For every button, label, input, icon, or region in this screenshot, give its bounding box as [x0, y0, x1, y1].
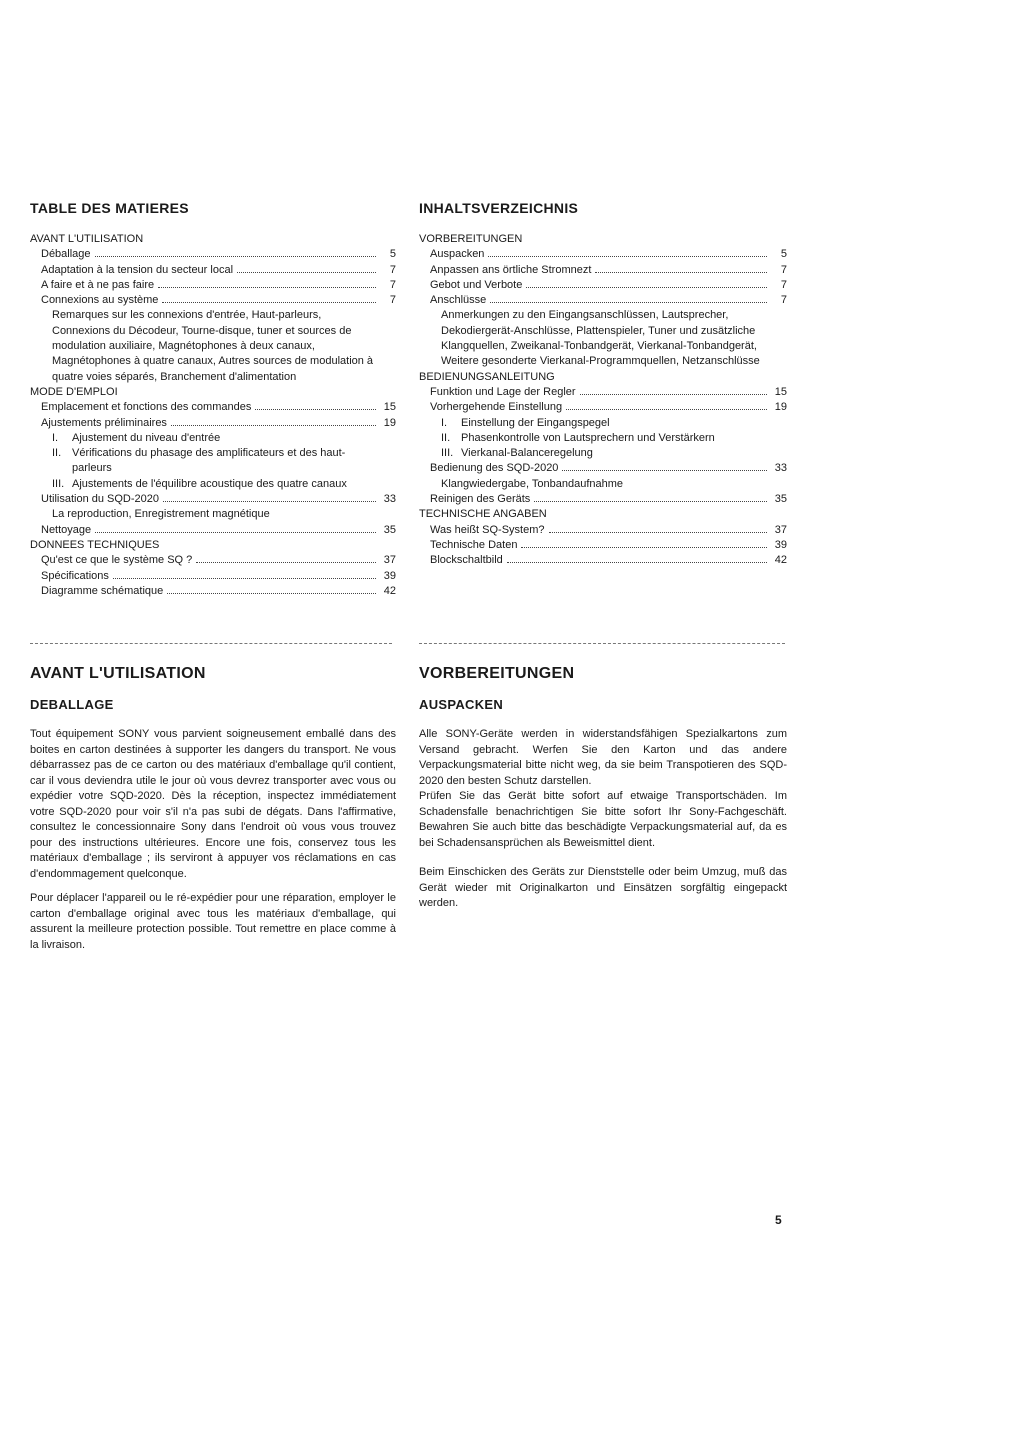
toc-section: DONNEES TECHNIQUES: [30, 538, 160, 551]
item-text: Vérifications du phasage des amplificateurs et des haut-parleurs: [72, 447, 346, 475]
section-heading: AVANT L'UTILISATION: [30, 665, 206, 682]
toc-entry: [30, 553, 396, 568]
toc-entry-label: Adaptation à la tension du secteur local: [41, 263, 234, 276]
toc-entry: [30, 416, 396, 431]
toc-leader: [566, 409, 767, 410]
toc-entry: [419, 400, 787, 415]
paragraph: Tout équipement SONY vous parvient soigneusement emballé dans des boites en carton destinées à supporter les dangers du transport. Ne vous débarrassez pas de ce carton ou des matériaux d'emballage qu'il contient, car il vous deviendra utile le jour où vous devrez transporter avec vous ou expédier votre SQD-2020. Dès la réception, inspectez immédiatement votre SQD-2020 pour voir s'il n'a pas subi de dégats. Dans l'affirmative, consultez le concessionnaire Sony dans l'endroit où vous vous trouvez pour des instructions ultérieures. Encore une fois, conservez tous les matériaux d'emballage ; ils serviront à appuyer vos réclamations en cas d'endommagement quelconque.: [30, 728, 396, 880]
item-number: I.: [52, 431, 59, 444]
toc-leader: [196, 562, 376, 563]
toc-entry-page: 7: [389, 294, 396, 307]
paragraph: Alle SONY-Geräte werden in widerstandsfähigen Spezialkartons zum Versand gebracht. Werfen Sie den Karton und das andere Verpackungsmaterial bitte nicht weg, da sie beim Transpotieren des SQD-2020 den besten Schutz darstellen.: [419, 728, 787, 787]
toc-leader: [549, 532, 767, 533]
toc-entry-label: Blockschaltbild: [430, 554, 503, 567]
toc-entry: [30, 584, 396, 599]
toc-entry-label: Qu'est ce que le système SQ ?: [41, 554, 193, 567]
toc-entry-page: 35: [383, 523, 396, 536]
toc-entry-label: Was heißt SQ-System?: [430, 523, 545, 536]
toc-entry-label: Emplacement et fonctions des commandes: [41, 401, 252, 414]
toc-entry: [30, 293, 396, 308]
paragraph: Pour déplacer l'appareil ou le ré-expédier pour une réparation, employer le carton d'emballage original avec tous les matériaux d'emballage, qui assurent la meilleure protection possible. Tout remettre en place comme à la livraison.: [30, 892, 396, 951]
toc-entry: [419, 523, 787, 538]
toc-entry: [30, 492, 396, 507]
toc-german: [419, 200, 787, 569]
item-number: II.: [441, 431, 451, 444]
toc-entry-label: Gebot und Verbote: [430, 278, 523, 291]
toc-leader: [595, 272, 767, 273]
toc-entry-label: Ajustements préliminaires: [41, 416, 167, 429]
toc-entry: [419, 492, 787, 507]
toc-leader: [158, 287, 376, 288]
toc-entry-page: 7: [780, 263, 787, 276]
toc-entry-page: 33: [774, 462, 787, 475]
toc-entry: [30, 400, 396, 415]
toc-entry-page: 7: [389, 263, 396, 276]
toc-french: [30, 200, 396, 599]
toc-leader: [488, 256, 767, 257]
toc-entry-page: 37: [383, 554, 396, 567]
toc-entry: [30, 263, 396, 278]
paragraph: Prüfen Sie das Gerät bitte sofort auf etwaige Transportschäden. Im Schadensfalle benachrichtigen Sie bitte sofort Ihr Sony-Fachgeschäft. Bewahren Sie auch bitte das beschädigte Verpackungsmaterial auf, da es bei Schadensansprüchen als Beweismittel dient.: [419, 790, 787, 849]
divider: [419, 643, 785, 644]
toc-entry-page: 19: [383, 416, 396, 429]
toc-numbered-item: [30, 446, 396, 477]
toc-entry-label: Déballage: [41, 248, 91, 261]
toc-leader: [95, 532, 376, 533]
toc-entry: [30, 247, 396, 262]
toc-entry-page: 35: [774, 493, 787, 506]
toc-entry-page: 15: [774, 385, 787, 398]
section-french: [30, 665, 396, 962]
toc-entry-page: 42: [383, 584, 396, 597]
toc-entry: [419, 385, 787, 400]
toc-entry-details: La reproduction, Enregistrement magnétique: [52, 508, 270, 521]
toc-entry-label: Anschlüsse: [430, 294, 487, 307]
toc-entry-page: 5: [389, 248, 396, 261]
toc-leader: [580, 394, 767, 395]
item-text: Vierkanal-Balanceregelung: [461, 447, 593, 460]
toc-entry: [30, 569, 396, 584]
toc-entry: [419, 247, 787, 262]
item-text: Ajustement du niveau d'entrée: [72, 431, 221, 444]
toc-entry-label: Funktion und Lage der Regler: [430, 385, 576, 398]
toc-section: AVANT L'UTILISATION: [30, 233, 144, 245]
toc-entry-label: Nettoyage: [41, 523, 92, 536]
page-number: 5: [775, 1213, 782, 1227]
toc-numbered-item: [30, 431, 396, 446]
toc-entry-page: 15: [383, 401, 396, 414]
toc-leader: [255, 409, 376, 410]
toc-entry-details: Klangwiedergabe, Tonbandaufnahme: [441, 477, 624, 490]
toc-entry-label: Diagramme schématique: [41, 584, 164, 597]
toc-entry-details: Anmerkungen zu den Eingangsanschlüssen, Lautsprecher, Dekodiergerät-Anschlüsse, Plattenspieler, Tuner und zusätzliche Klangquellen, Zweikanal-Tonbandgerät, Vierkanal-Tonbandgerät, Weitere gesonderte Vierkanal-Programmquellen, Netzanschlüsse: [441, 309, 760, 368]
toc-section: BEDIENUNGSANLEITUNG: [419, 370, 555, 383]
toc-entry: [419, 278, 787, 293]
section-german: [419, 665, 787, 921]
toc-entry: [419, 293, 787, 308]
toc-entry-label: A faire et à ne pas faire: [41, 278, 155, 291]
item-text: Einstellung der Eingangspegel: [461, 416, 610, 429]
toc-section: MODE D'EMPLOI: [30, 385, 118, 398]
section-subheading: DEBALLAGE: [30, 697, 114, 712]
toc-entry-label: Utilisation du SQD-2020: [41, 493, 160, 506]
item-text: Phasenkontrolle von Lautsprechern und Verstärkern: [461, 431, 715, 444]
toc-entry-page: 37: [774, 523, 787, 536]
toc-section: TECHNISCHE ANGABEN: [419, 508, 547, 521]
toc-title: TABLE DES MATIERES: [30, 200, 189, 216]
toc-entry-page: 7: [389, 278, 396, 291]
toc-leader: [163, 501, 376, 502]
toc-entry-label: Spécifications: [41, 569, 109, 582]
toc-entry-page: 5: [780, 248, 787, 261]
item-number: III.: [52, 477, 65, 490]
toc-entry-label: Bedienung des SQD-2020: [430, 462, 559, 475]
toc-entry: [30, 523, 396, 538]
item-number: II.: [52, 447, 62, 460]
toc-leader: [507, 562, 767, 563]
toc-entry-label: Technische Daten: [430, 538, 518, 551]
toc-numbered-item: [419, 446, 787, 461]
toc-leader: [526, 287, 767, 288]
toc-entry-page: 7: [780, 278, 787, 291]
toc-leader: [162, 302, 376, 303]
toc-entry: [419, 538, 787, 553]
toc-leader: [171, 425, 376, 426]
toc-leader: [534, 501, 767, 502]
toc-entry-label: Connexions au système: [41, 294, 159, 307]
toc-title: INHALTSVERZEICHNIS: [419, 200, 579, 216]
toc-entry: [419, 263, 787, 278]
toc-section: VORBEREITUNGEN: [419, 233, 523, 245]
paragraph: Beim Einschicken des Geräts zur Dienststelle oder beim Umzug, muß das Gerät wieder mit Originalkarton und Einsätzen sorgfältig eingepackt werden.: [419, 866, 787, 909]
toc-leader: [562, 470, 767, 471]
item-text: Ajustements de l'équilibre acoustique des quatre canaux: [72, 477, 347, 490]
item-number: III.: [441, 447, 454, 460]
toc-entry-details: Remarques sur les connexions d'entrée, Haut-parleurs, Connexions du Décodeur, Tourne-disque, tuner et sources de modulation auxiliaire, Magnétophones à deux canaux, Magnétophones à quatre canaux, Autres sources de modulation à quatre voies séparés, Branchement d'alimentation: [52, 309, 374, 383]
divider: [30, 643, 392, 644]
toc-entry: [419, 553, 787, 568]
section-subheading: AUSPACKEN: [419, 697, 504, 712]
toc-leader: [95, 256, 376, 257]
toc-leader: [490, 302, 767, 303]
toc-entry-label: Vorhergehende Einstellung: [430, 401, 563, 414]
toc-numbered-item: [419, 431, 787, 446]
toc-leader: [167, 593, 376, 594]
toc-leader: [521, 547, 767, 548]
toc-entry-label: Auspacken: [430, 248, 485, 261]
toc-entry-page: 33: [383, 493, 396, 506]
toc-entry-page: 39: [774, 538, 787, 551]
toc-entry-page: 42: [774, 554, 787, 567]
toc-entry-page: 7: [780, 294, 787, 307]
toc-leader: [237, 272, 376, 273]
toc-entry-page: 19: [774, 401, 787, 414]
toc-entry-page: 39: [383, 569, 396, 582]
toc-entry: [30, 278, 396, 293]
item-number: I.: [441, 416, 448, 429]
toc-entry-label: Anpassen ans örtliche Stromnezt: [430, 263, 592, 276]
toc-numbered-item: [419, 416, 787, 431]
toc-entry-label: Reinigen des Geräts: [430, 493, 531, 506]
toc-leader: [113, 578, 376, 579]
section-heading: VORBEREITUNGEN: [419, 665, 575, 682]
toc-entry: [419, 461, 787, 476]
toc-numbered-item: [30, 477, 396, 492]
